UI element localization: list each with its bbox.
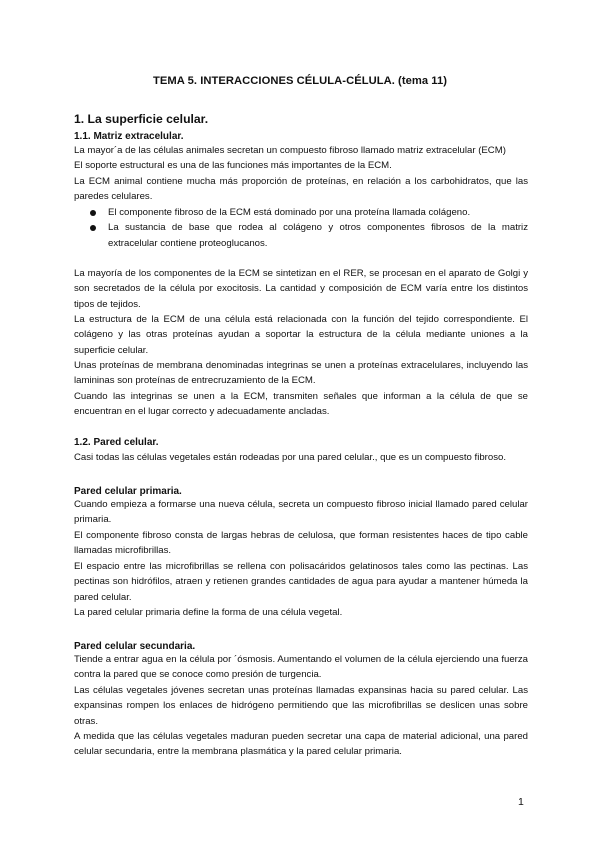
paragraph: Cuando las integrinas se unen a la ECM, transmiten señales que informan a la célula de que se encuentran en el lugar correcto y adecuadamente ancladas. <box>74 391 528 418</box>
bullet-item <box>74 205 528 220</box>
paragraph: Cuando empieza a formarse una nueva célula, secreta un compuesto fibroso inicial llamado pared celular primaria. <box>74 499 528 526</box>
paragraph: El espacio entre las microfibrillas se rellena con polisacáridos gelatinosos tales como las pectinas. Las pectinas son hidrófilos, atraen y retienen grandes cantidades de agua para ayudar a mantener húmeda la pared celular. <box>74 561 528 603</box>
bullet-item <box>74 220 528 251</box>
subsection-heading-pared-celular: 1.2. Pared celular. <box>74 437 159 448</box>
paragraph: La estructura de la ECM de una célula está relacionada con la función del tejido correspondiente. El colágeno y las otras proteínas ayudan a soportar la estructura de la célula mediante uniones a la superficie celular. <box>74 314 528 356</box>
paragraph: La pared celular primaria define la forma de una célula vegetal. <box>74 607 343 618</box>
paragraph: Unas proteínas de membrana denominadas integrinas se unen a proteínas extracelulares, incluyendo las lamininas son proteínas de entrecruzamiento de la ECM. <box>74 360 528 387</box>
heading-pared-celular-primaria: Pared celular primaria. <box>74 486 182 497</box>
paragraph: El componente fibroso consta de largas hebras de celulosa, que forman resistentes haces de tipo cable llamadas microfibrillas. <box>74 530 528 557</box>
bullet-text: El componente fibroso de la ECM está dominado por una proteína llamada colágeno. <box>108 207 471 218</box>
paragraph: Casi todas las células vegetales están rodeadas por una pared celular., que es un compuesto fibroso. <box>74 452 506 463</box>
page-number: 1 <box>518 796 524 808</box>
bullet-icon <box>90 225 96 231</box>
paragraph: La mayoría de los componentes de la ECM se sintetizan en el RER, se procesan en el aparato de Golgi y son secretados de la célula por exocitosis. La cantidad y composición de ECM varía entre los distintos tipos de tejidos. <box>74 268 528 310</box>
paragraph: Tiende a entrar agua en la célula por ´ósmosis. Aumentando el volumen de la célula ejerciendo una fuerza contra la pared que se conoce como presión de turgencia. <box>74 654 528 681</box>
paragraph: El soporte estructural es una de las funciones más importantes de la ECM. <box>74 160 392 171</box>
subsection-heading-matriz-extracelular: 1.1. Matriz extracelular. <box>74 131 184 142</box>
bullet-text: La sustancia de base que rodea al colágeno y otros componentes fibrosos de la matriz extracelular contiene proteoglucanos. <box>108 222 528 249</box>
paragraph: Las células vegetales jóvenes secretan unas proteínas llamadas expansinas hacia su pared celular. Las expansinas rompen los enlaces de hidrógeno permitiendo que las microfibrillas se deslicen unas sobre otras. <box>74 685 528 727</box>
paragraph: La mayor´a de las células animales secretan un compuesto fibroso llamado matriz extracelular (ECM) <box>74 145 506 156</box>
document-title: TEMA 5. INTERACCIONES CÉLULA-CÉLULA. (tema 11) <box>152 75 448 87</box>
heading-pared-celular-secundaria: Pared celular secundaria. <box>74 641 196 652</box>
section-heading-superficie-celular: 1. La superficie celular. <box>74 112 209 126</box>
paragraph: A medida que las células vegetales maduran pueden secretar una capa de material adicional, una pared celular secundaria, entre la membrana plasmática y la pared celular primaria. <box>74 731 528 758</box>
bullet-icon <box>90 210 96 216</box>
bullet-list <box>74 205 528 251</box>
paragraph: La ECM animal contiene mucha más proporción de proteínas, en relación a los carbohidratos, que las paredes celulares. <box>74 176 528 203</box>
